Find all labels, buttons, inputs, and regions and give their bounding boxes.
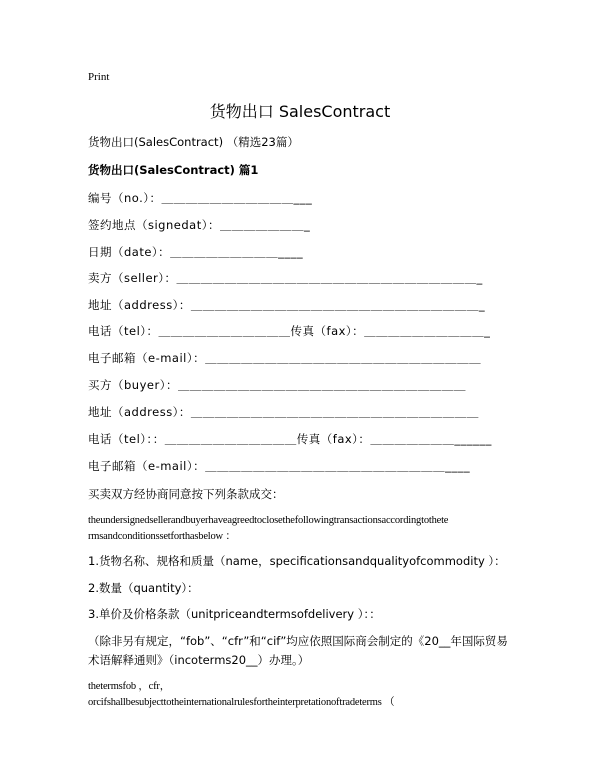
field-buyer-email: 电子邮箱（e-mail）：＿＿＿＿＿＿＿＿＿＿＿＿＿＿＿＿＿＿＿＿____: [88, 459, 471, 473]
field-seller-tel-fax: 电话（tel）：＿＿＿＿＿＿＿＿＿＿＿传真（fax）：＿＿＿＿＿＿＿＿＿＿_: [88, 324, 491, 338]
terms-line-1: thetermsfob ，cfr，: [88, 681, 171, 692]
field-seller-address: 地址（address）：＿＿＿＿＿＿＿＿＿＿＿＿＿＿＿＿＿＿＿＿＿＿＿＿_: [88, 298, 486, 312]
section-heading: 货物出口(SalesContract) 篇1: [88, 163, 259, 177]
agreement-cn: 买卖双方经协商同意按下列条款成交：: [88, 487, 284, 501]
agreement-en-line-2: rmsandconditionssetforthasbelow ：: [88, 531, 236, 542]
item-3: 3.单价及价格条款（unitpriceandtermsofdelivery ）：：: [88, 607, 381, 621]
page-title: 货物出口 SalesContract: [209, 102, 391, 121]
item-1: 1.货物名称、规格和质量（name，specificationsandqualityofcommodity ）：: [88, 554, 506, 568]
field-signed-at: 签约地点（signedat）：＿＿＿＿＿＿＿_: [88, 218, 311, 232]
field-buyer: 买方（buyer）：＿＿＿＿＿＿＿＿＿＿＿＿＿＿＿＿＿＿＿＿＿＿＿＿: [88, 378, 466, 392]
terms-line-2: orcifshallbesubjecttotheinternationalrulesfortheinterpretationoftradeterms （: [88, 697, 395, 708]
subtitle: 货物出口(SalesContract) （精选23篇）: [88, 135, 299, 149]
field-seller-email: 电子邮箱（e-mail）：＿＿＿＿＿＿＿＿＿＿＿＿＿＿＿＿＿＿＿＿＿＿＿: [88, 351, 482, 365]
print-label[interactable]: Print: [88, 71, 110, 83]
field-no: 编号（no.）：＿＿＿＿＿＿＿＿＿＿＿___: [88, 191, 313, 205]
field-buyer-address: 地址（address）：＿＿＿＿＿＿＿＿＿＿＿＿＿＿＿＿＿＿＿＿＿＿＿＿: [88, 405, 479, 419]
item-2: 2.数量（quantity）：: [88, 581, 199, 595]
field-seller: 卖方（seller）：＿＿＿＿＿＿＿＿＿＿＿＿＿＿＿＿＿＿＿＿＿＿＿＿＿_: [88, 271, 483, 285]
field-date: 日期（date）：＿＿＿＿＿＿＿＿＿____: [88, 245, 304, 259]
agreement-en-line-1: theundersignedsellerandbuyerhaveagreedtoclosethefollowingtransactionsaccordingtothete: [88, 515, 449, 526]
note-line-1: （除非另有规定，“fob”、“cfr”和“cif”均应依照国际商会制定的《20__年国际贸易: [88, 634, 508, 648]
note-line-2: 术语解释通则》（incoterms20__）办理。）: [88, 653, 310, 667]
field-buyer-tel-fax: 电话（tel）：：＿＿＿＿＿＿＿＿＿＿＿传真（fax）：＿＿＿＿＿＿＿______: [88, 432, 492, 446]
